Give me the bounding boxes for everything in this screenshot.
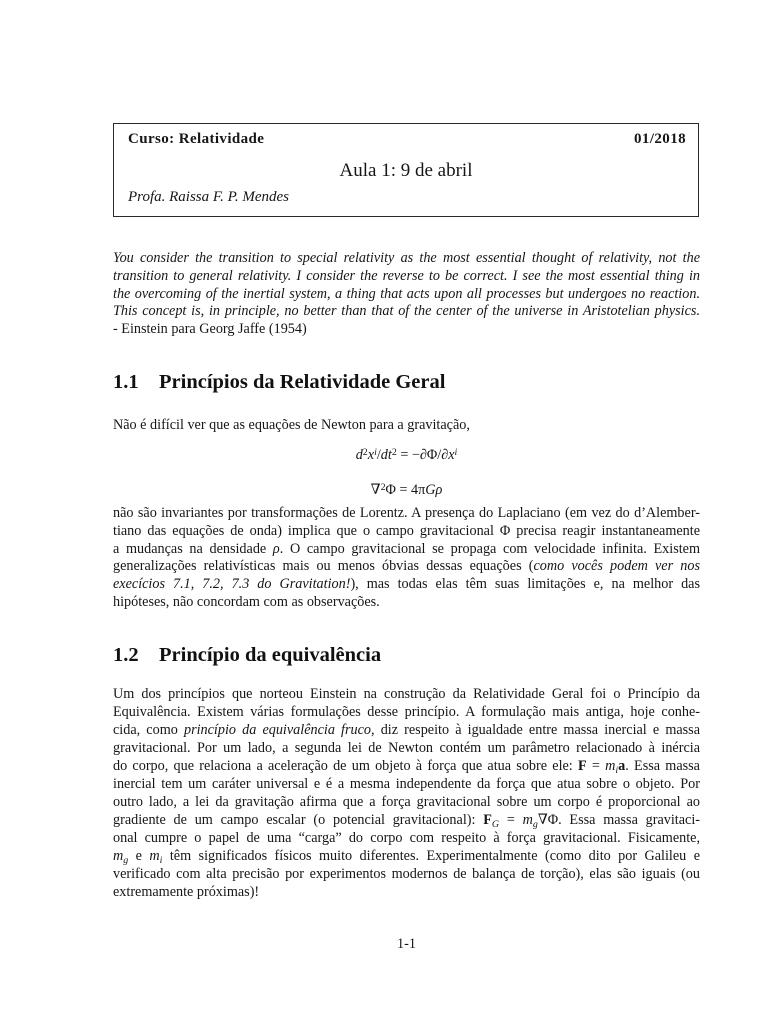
paragraph-line bbox=[113, 541, 700, 559]
course-title: Curso: Relatividade bbox=[128, 131, 265, 147]
math-operator: = bbox=[586, 758, 606, 774]
math-variable: x bbox=[448, 447, 455, 463]
epigraph-line: This concept is, in principle, no better than that of the center of the universe in Aristotelian physics. bbox=[113, 303, 700, 320]
math-variable: m bbox=[149, 848, 160, 864]
subscript: i bbox=[159, 854, 163, 866]
paragraph-line: onal cumpre o papel de uma “carga” do corpo com respeito à força gravitacional. Fisicamente, bbox=[113, 830, 700, 846]
epigraph-attribution: - Einstein para Georg Jaffe (1954) bbox=[113, 321, 307, 338]
paragraph bbox=[113, 685, 700, 901]
math-variable: Gρ bbox=[425, 482, 443, 498]
text-segment: . Essa massa bbox=[625, 758, 700, 774]
math-variable: ρ bbox=[272, 540, 280, 557]
text-segment: do corpo, que relaciona a aceleração de um objeto à força que atua sobre ele: bbox=[113, 758, 578, 774]
professor-name: Profa. Raissa F. P. Mendes bbox=[128, 189, 289, 205]
course-date: 01/2018 bbox=[634, 131, 686, 147]
section-title: Princípio da equivalência bbox=[159, 644, 382, 666]
italic-text: execícios 7.1, 7.2, 7.3 do Gravitation! bbox=[113, 576, 351, 593]
superscript: i bbox=[454, 446, 458, 458]
paragraph bbox=[113, 505, 700, 612]
text-segment: e bbox=[128, 848, 150, 864]
text-segment: ∇Φ. Essa massa gravitaci- bbox=[537, 812, 700, 828]
superscript: 2 bbox=[391, 446, 397, 458]
paragraph-line bbox=[113, 847, 700, 865]
italic-text: princípio da equivalência fruco bbox=[183, 722, 372, 738]
math-variable: m bbox=[605, 758, 616, 774]
section-number: 1.2 bbox=[113, 644, 139, 666]
paragraph-line: tiano das equações de onda) implica que o campo gravitacional Φ precisa reagir instantaneamente bbox=[113, 522, 700, 539]
math-operator: / bbox=[376, 447, 381, 463]
superscript: 2 bbox=[380, 481, 386, 493]
paragraph-line: gravitacional. Por um lado, a segunda lei de Newton contém um parâmetro relacionado à inércia bbox=[113, 740, 700, 756]
paragraph-line bbox=[113, 811, 700, 829]
paragraph-line bbox=[113, 558, 700, 576]
paragraph-line: verificado com alta precisão por experimentos modernos de balança de torção), elas são iguais (ou bbox=[113, 866, 700, 882]
paragraph-line: outro lado, a lei da gravitação afirma que a força gravitacional sobre um corpo é proporcional ao bbox=[113, 794, 700, 810]
superscript: i bbox=[374, 446, 377, 458]
paragraph-line bbox=[113, 576, 700, 594]
paragraph-line bbox=[113, 757, 700, 775]
vector-symbol: F bbox=[483, 812, 492, 828]
paragraph-line: Não é difícil ver que as equações de Newton para a gravitação, bbox=[113, 417, 470, 433]
section-heading bbox=[113, 370, 700, 394]
paragraph-line: inercial tem um caráter universal e é a mesma independente da força que atua sobre o objeto. Por bbox=[113, 776, 700, 792]
section-title: Princípios da Relatividade Geral bbox=[159, 371, 446, 393]
text-segment: cida, como bbox=[113, 722, 184, 738]
subscript: g bbox=[532, 818, 538, 830]
text-segment: gradiente de um campo escalar (o potencial gravitacional): bbox=[113, 812, 484, 828]
text-segment: têm significados físicos muito diferentes. Experimentalmente (como dito por Galileu e bbox=[162, 848, 700, 864]
math-operator: = bbox=[499, 812, 523, 828]
subscript: i bbox=[615, 764, 619, 776]
subscript: g bbox=[123, 854, 129, 866]
math-operator: Φ = 4π bbox=[385, 482, 426, 498]
math-variable: m bbox=[113, 848, 124, 864]
epigraph-line: transition to general relativity. I consider the reverse to be correct. I see the most essential thing in bbox=[113, 267, 700, 284]
section-number: 1.1 bbox=[113, 371, 139, 393]
page-number: 1-1 bbox=[397, 936, 416, 952]
text-segment: generalizações relativísticas mais ou menos óbvias dessas equações ( bbox=[113, 558, 534, 575]
equation-poisson bbox=[113, 481, 700, 501]
subscript: G bbox=[491, 818, 500, 830]
epigraph bbox=[113, 250, 700, 339]
equation-newton-motion bbox=[113, 446, 700, 466]
epigraph-line: the overcoming of the inertial system, a thing that acts upon all processes but undergoes no reaction. bbox=[113, 285, 700, 302]
lecture-header-box bbox=[113, 123, 699, 217]
paragraph-line: extremamente próximas)! bbox=[113, 884, 260, 900]
math-variable: x bbox=[367, 447, 375, 463]
paragraph-line: hipóteses, não concordam com as observações. bbox=[113, 593, 380, 610]
math-variable: d bbox=[355, 447, 363, 463]
section-intro bbox=[113, 417, 700, 435]
text-segment: a mudanças na densidade bbox=[113, 540, 273, 557]
paragraph-line: Equivalência. Existem várias formulações desse princípio. A formulação mais antiga, hoje conhe- bbox=[113, 704, 700, 720]
lecture-title: Aula 1: 9 de abril bbox=[339, 160, 473, 181]
vector-symbol: a bbox=[618, 758, 626, 774]
math-variable: dt bbox=[380, 447, 392, 463]
text-segment: , diz respeito à igualdade entre massa inercial e massa bbox=[371, 722, 700, 738]
paragraph-line bbox=[113, 721, 700, 739]
nabla-symbol: ∇ bbox=[370, 482, 381, 498]
text-segment: . O campo gravitacional se propaga com velocidade infinita. Existem bbox=[279, 540, 700, 557]
italic-text: como vocês podem ver nos bbox=[533, 558, 700, 575]
vector-symbol: F bbox=[578, 758, 587, 774]
math-operator: = −∂Φ/∂ bbox=[396, 447, 449, 463]
epigraph-line: You consider the transition to special relativity as the most essential thought of relativity, not the bbox=[113, 250, 700, 266]
paragraph-line: não são invariantes por transformações de Lorentz. A presença do Laplaciano (em vez do d’Alember- bbox=[113, 505, 700, 521]
superscript: 2 bbox=[362, 446, 368, 458]
math-variable: m bbox=[522, 812, 533, 828]
text-segment: ), mas todas elas têm suas limitações e, na melhor das bbox=[350, 576, 700, 593]
section-heading bbox=[113, 643, 700, 667]
paragraph-line: Um dos princípios que norteou Einstein na construção da Relatividade Geral foi o Princípio da bbox=[113, 686, 700, 702]
